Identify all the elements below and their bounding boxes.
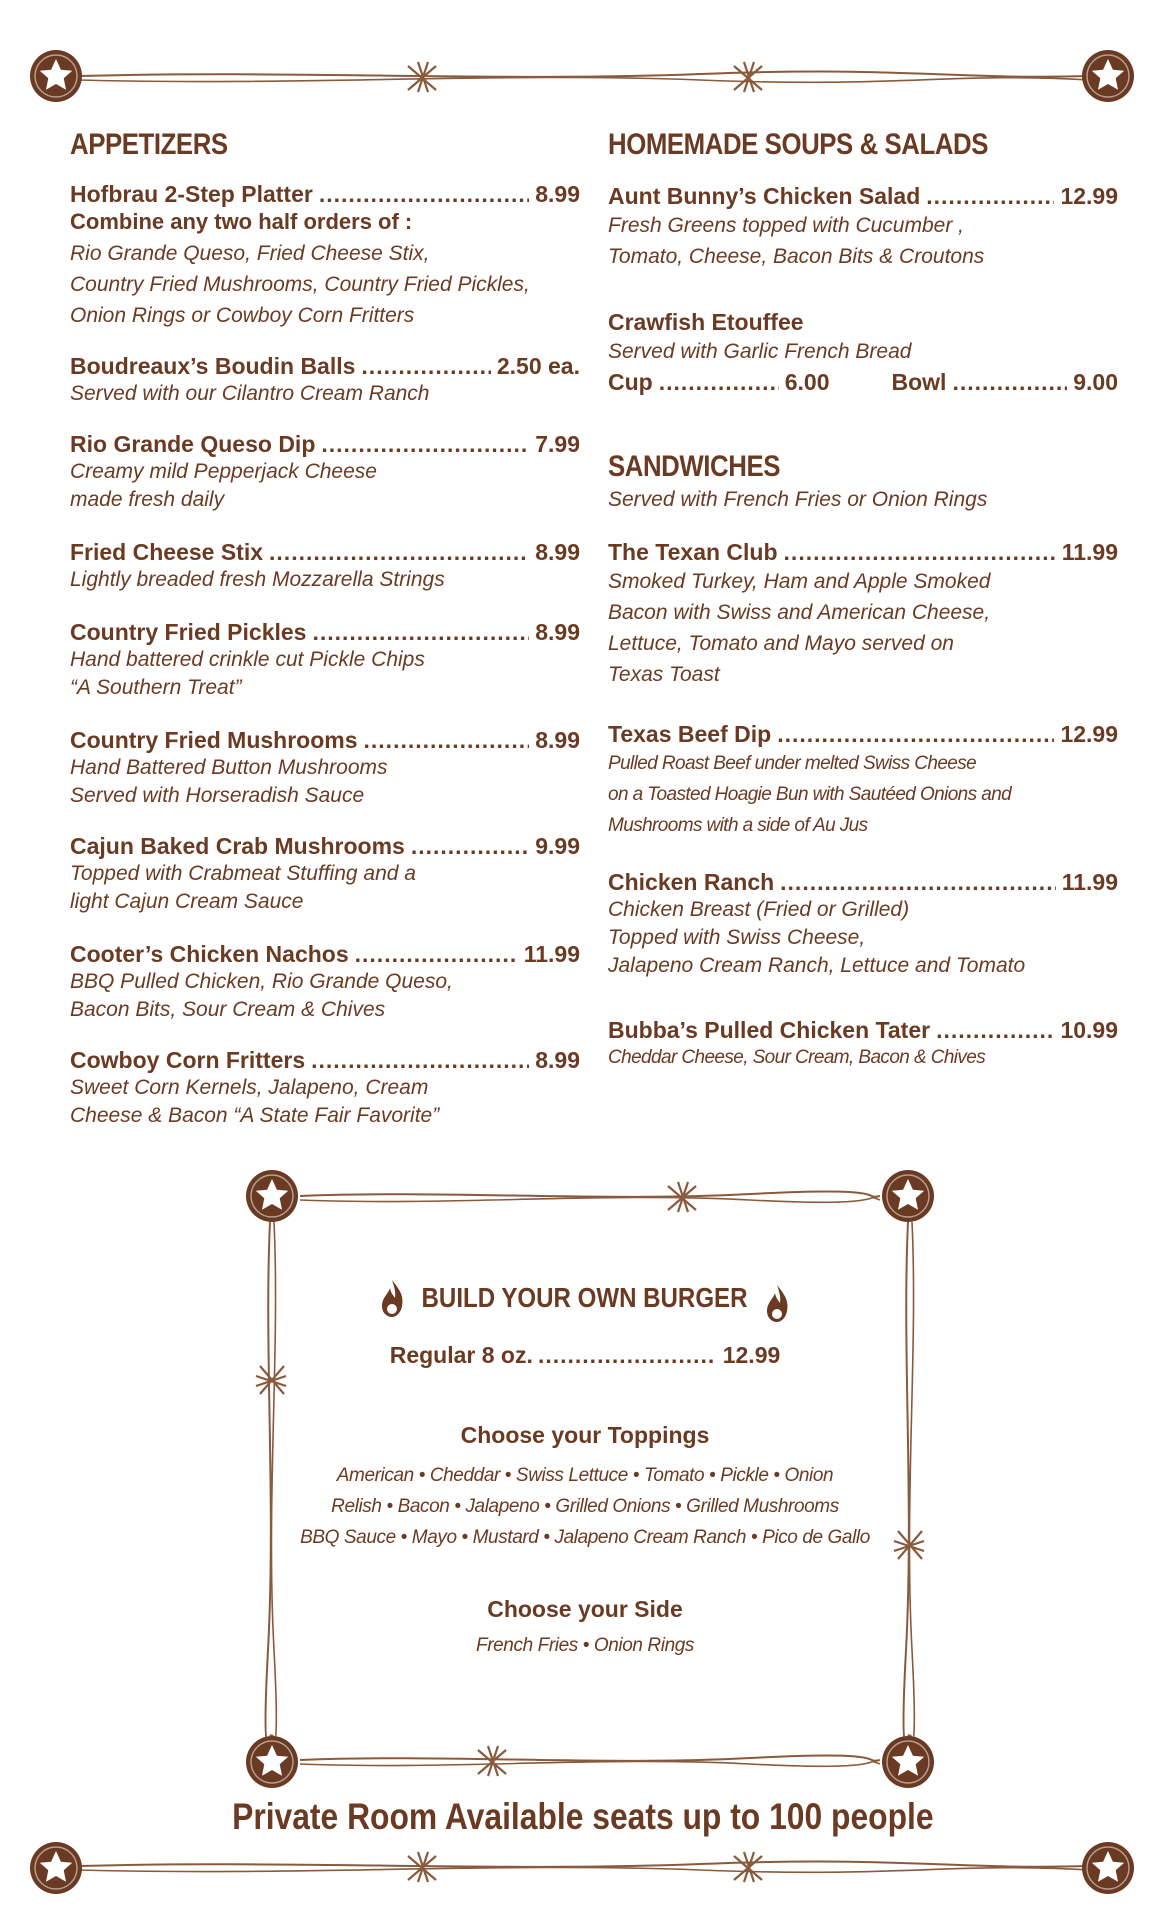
item-price: 8.99 [535,727,580,753]
item-price: 11.99 [1061,869,1118,895]
item-name: Texas Beef Dip [608,721,772,747]
toppings-line: Relish • Bacon • Jalapeno • Grilled Onions • Grilled Mushrooms [331,1496,839,1517]
regular-price: 12.99 [722,1342,781,1368]
item-description: Bacon with Swiss and American Cheese, [608,601,991,624]
item-description: Hand battered crinkle cut Pickle Chips [70,648,425,671]
etouffee-sizes [608,367,1118,398]
item-name: Country Fried Pickles [70,619,307,645]
menu-item [70,1046,580,1130]
menu-item [70,726,580,810]
item-description: made fresh daily [70,488,225,511]
section-title: HOMEMADE SOUPS & SALADS [608,128,989,161]
menu-item [608,538,1118,690]
item-price: 9.99 [535,833,580,859]
item-description: “A Southern Treat” [70,676,242,699]
item-description: Sweet Corn Kernels, Jalapeno, Cream [70,1076,429,1099]
item-name: Rio Grande Queso Dip [70,431,316,457]
regular-label: Regular 8 oz. [389,1342,533,1368]
star-icon [246,1170,298,1222]
item-price: 11.99 [1061,539,1118,565]
item-name: Fried Cheese Stix [70,539,264,565]
section-subtitle: Served with French Fries or Onion Rings [608,488,988,511]
item-price: 8.99 [535,1047,580,1073]
cup-label: Cup [608,369,653,395]
bowl-label: Bowl [891,369,947,395]
star-icon [246,1736,298,1788]
section-title: SANDWICHES [608,450,781,483]
item-name: Aunt Bunny’s Chicken Salad [608,183,921,209]
top-wire-border [30,50,1134,102]
item-price: 10.99 [1060,1017,1118,1043]
item-description: Chicken Breast (Fried or Grilled) [608,898,910,921]
item-description: Lettuce, Tomato and Mayo served on [608,632,954,655]
burger-title: BUILD YOUR OWN BURGER [422,1282,748,1313]
item-description: Country Fried Mushrooms, Country Fried Pickles, [70,273,530,296]
item-description: Creamy mild Pepperjack Cheese [70,460,377,483]
item-name: Crawfish Etouffee [608,309,804,335]
item-description: Topped with Swiss Cheese, [608,926,866,949]
item-name: Hofbrau 2-Step Platter [70,181,313,207]
cup-price: 6.00 [784,369,830,395]
private-room-text: Private Room Available seats up to 100 people [232,1796,934,1837]
menu-item [608,1016,1118,1072]
item-description: Rio Grande Queso, Fried Cheese Stix, [70,242,430,265]
item-price: 7.99 [535,431,580,457]
item-description: Texas Toast [608,663,720,686]
menu-item [70,618,580,702]
item-description: on a Toasted Hoagie Bun with Sautéed Onions and [608,784,1012,805]
private-room-note [0,1796,1166,1838]
item-price: 2.50 ea. [496,353,580,379]
item-price: 12.99 [1060,183,1118,209]
item-description: Served with Horseradish Sauce [70,784,365,807]
toppings-line: BBQ Sauce • Mayo • Mustard • Jalapeno Cream Ranch • Pico de Gallo [300,1527,870,1548]
item-price: 8.99 [535,539,580,565]
item-name: Cajun Baked Crab Mushrooms [70,833,405,859]
star-icon [1082,50,1134,102]
star-icon [30,50,82,102]
item-price: 8.99 [535,619,580,645]
item-name: Bubba’s Pulled Chicken Tater [608,1017,931,1043]
menu-item [70,430,580,514]
item-subheading: Combine any two half orders of : [70,209,413,234]
sides-line: French Fries • Onion Rings [476,1635,694,1656]
item-price: 12.99 [1060,721,1118,747]
star-icon [1082,1842,1134,1894]
item-description: Served with our Cilantro Cream Ranch [70,382,430,405]
item-description: Hand Battered Button Mushrooms [70,756,388,779]
item-name: Country Fried Mushrooms [70,727,358,753]
item-description: Pulled Roast Beef under melted Swiss Cheese [608,753,977,774]
item-description: Smoked Turkey, Ham and Apple Smoked [608,570,991,593]
item-description: Tomato, Cheese, Bacon Bits & Croutons [608,245,985,268]
menu-item [70,180,580,331]
menu-item [70,832,580,916]
item-price: 11.99 [523,941,580,967]
bowl-price: 9.00 [1073,369,1118,395]
section-title: APPETIZERS [70,128,228,161]
item-name: Cooter’s Chicken Nachos [70,941,349,967]
star-icon [882,1170,934,1222]
item-name: Chicken Ranch [608,869,775,895]
menu-item [70,940,580,1024]
menu-item [608,182,1118,272]
item-price: 8.99 [535,181,580,207]
item-description: Bacon Bits, Sour Cream & Chives [70,998,386,1021]
menu-item [608,720,1118,841]
item-description: BBQ Pulled Chicken, Rio Grande Queso, [70,970,453,993]
toppings-title: Choose your Toppings [460,1422,710,1448]
item-name: Cowboy Corn Fritters [70,1047,306,1073]
star-icon [30,1842,82,1894]
toppings-line: American • Cheddar • Swiss Lettuce • Tomato • Pickle • Onion [336,1465,834,1486]
item-description: Jalapeno Cream Ranch, Lettuce and Tomato [608,954,1026,977]
star-icon [882,1736,934,1788]
item-description: Served with Garlic French Bread [608,340,912,363]
item-description: Mushrooms with a side of Au Jus [608,815,868,836]
item-description: light Cajun Cream Sauce [70,890,304,913]
item-description: Cheese & Bacon “A State Fair Favorite” [70,1104,440,1127]
item-description: Topped with Crabmeat Stuffing and a [70,862,416,885]
side-title: Choose your Side [487,1596,683,1622]
item-description: Fresh Greens topped with Cucumber , [608,214,964,237]
menu-item [70,352,580,408]
item-description: Lightly breaded fresh Mozzarella Strings [70,568,445,591]
bottom-wire-border [30,1842,1134,1894]
item-description: Onion Rings or Cowboy Corn Fritters [70,304,415,327]
item-name: The Texan Club [608,539,778,565]
item-name: Boudreaux’s Boudin Balls [70,353,356,379]
item-description: Cheddar Cheese, Sour Cream, Bacon & Chives [608,1047,986,1068]
menu-item [608,868,1118,980]
menu-item [608,308,1118,398]
menu-item [70,538,580,594]
